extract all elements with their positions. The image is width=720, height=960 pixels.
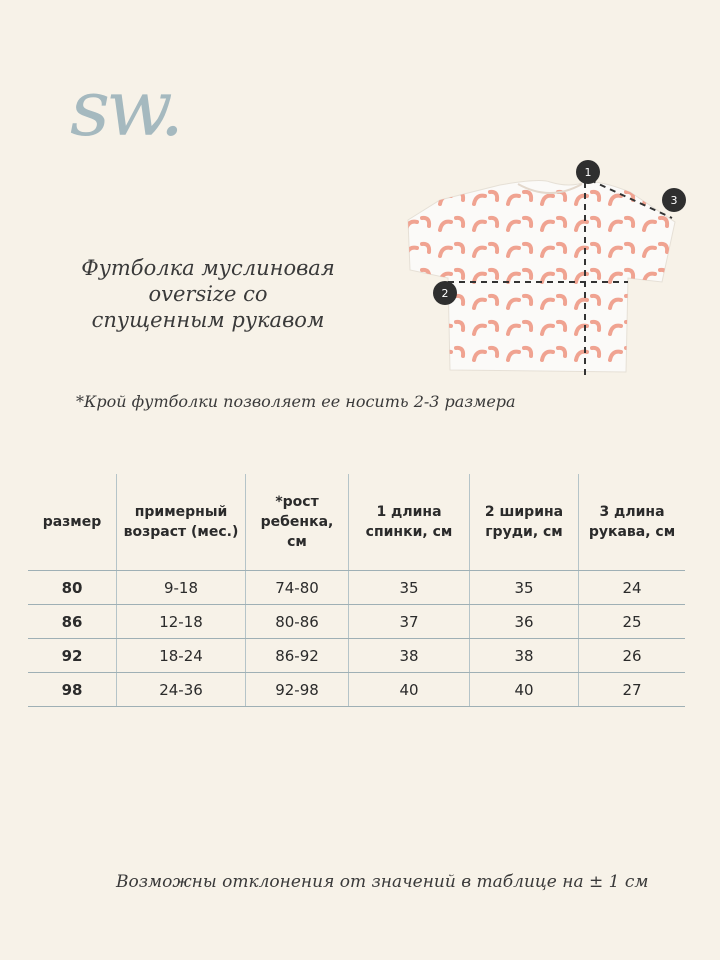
header-height: *рост ребенка, см [246,474,349,571]
cell-back-length: 35 [349,571,470,605]
cell-sleeve-length: 24 [579,571,686,605]
sizing-note: *Крой футболки позволяет ее носить 2-3 размера [76,392,516,411]
cell-back-length: 40 [349,673,470,707]
cell-sleeve-length: 25 [579,605,686,639]
cell-age: 24-36 [117,673,246,707]
cell-sleeve-length: 27 [579,673,686,707]
table-row [28,639,685,673]
cell-size: 98 [28,673,117,707]
cell-sleeve-length: 26 [579,639,686,673]
cell-size: 80 [28,571,117,605]
header-age: примерный возраст (мес.) [117,474,246,571]
cell-chest-width: 36 [470,605,579,639]
size-table [28,474,685,707]
header-back-length: 1 длина спинки, см [349,474,470,571]
table-header-row [28,474,685,571]
cell-chest-width: 38 [470,639,579,673]
header-size: размер [28,474,117,571]
marker-2 [433,281,457,305]
cell-chest-width: 35 [470,571,579,605]
header-chest-width: 2 ширина груди, см [470,474,579,571]
svg-text:3: 3 [670,194,678,207]
table-row [28,673,685,707]
svg-text:2: 2 [441,287,449,300]
table-row [28,605,685,639]
cell-age: 18-24 [117,639,246,673]
cell-back-length: 37 [349,605,470,639]
table-row [28,571,685,605]
cell-height: 92-98 [246,673,349,707]
product-title-line-2: oversize со [148,282,268,306]
product-title-line-1: Футболка муслиновая [81,256,335,280]
tolerance-footnote: Возможны отклонения от значений в таблице на ± 1 см [116,872,649,892]
cell-chest-width: 40 [470,673,579,707]
cell-height: 80-86 [246,605,349,639]
cell-back-length: 38 [349,639,470,673]
cell-height: 86-92 [246,639,349,673]
cell-size: 86 [28,605,117,639]
cell-age: 9-18 [117,571,246,605]
cell-height: 74-80 [246,571,349,605]
cell-size: 92 [28,639,117,673]
tshirt-measurement-illustration [400,160,700,385]
cell-age: 12-18 [117,605,246,639]
brand-logo: sw. [70,64,181,154]
header-sleeve-length: 3 длина рукава, см [579,474,686,571]
svg-text:1: 1 [584,166,592,179]
product-title-line-3: спущенным рукавом [91,308,325,332]
product-title [68,255,348,333]
marker-3 [662,188,686,212]
marker-1 [576,160,600,184]
tshirt-shape [408,181,675,372]
